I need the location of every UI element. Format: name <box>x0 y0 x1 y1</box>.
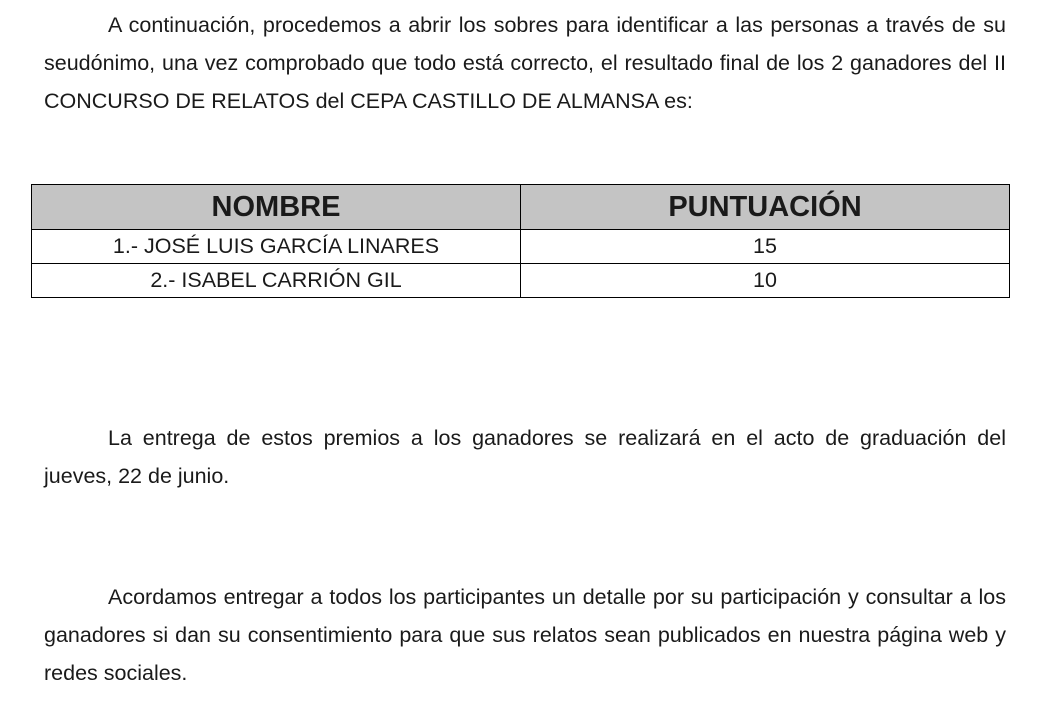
award-paragraph: La entrega de estos premios a los ganadores se realizará en el acto de graduación del jueves, 22 de junio. <box>44 426 1006 488</box>
winner-name-cell: 1.- JOSÉ LUIS GARCÍA LINARES <box>32 230 521 264</box>
table-row <box>32 230 1010 264</box>
winner-name-cell: 2.- ISABEL CARRIÓN GIL <box>32 264 521 298</box>
column-header-name: NOMBRE <box>32 185 521 230</box>
intro-paragraph: A continuación, procedemos a abrir los sobres para identificar a las personas a través de su seudónimo, una vez comprobado que todo está correcto, el resultado final de los 2 ganadores del II CONCURSO DE RELATOS del CEPA CASTILLO DE ALMANSA es: <box>44 13 1006 113</box>
winner-score-cell: 15 <box>521 230 1010 264</box>
table-row <box>32 264 1010 298</box>
column-header-score: PUNTUACIÓN <box>521 185 1010 230</box>
winner-score-cell: 10 <box>521 264 1010 298</box>
table-header-row <box>32 185 1010 230</box>
results-table <box>31 184 1010 298</box>
closing-paragraph: Acordamos entregar a todos los participantes un detalle por su participación y consultar a los ganadores si dan su consentimiento para que sus relatos sean publicados en nuestra página web y redes sociales. <box>44 585 1006 685</box>
